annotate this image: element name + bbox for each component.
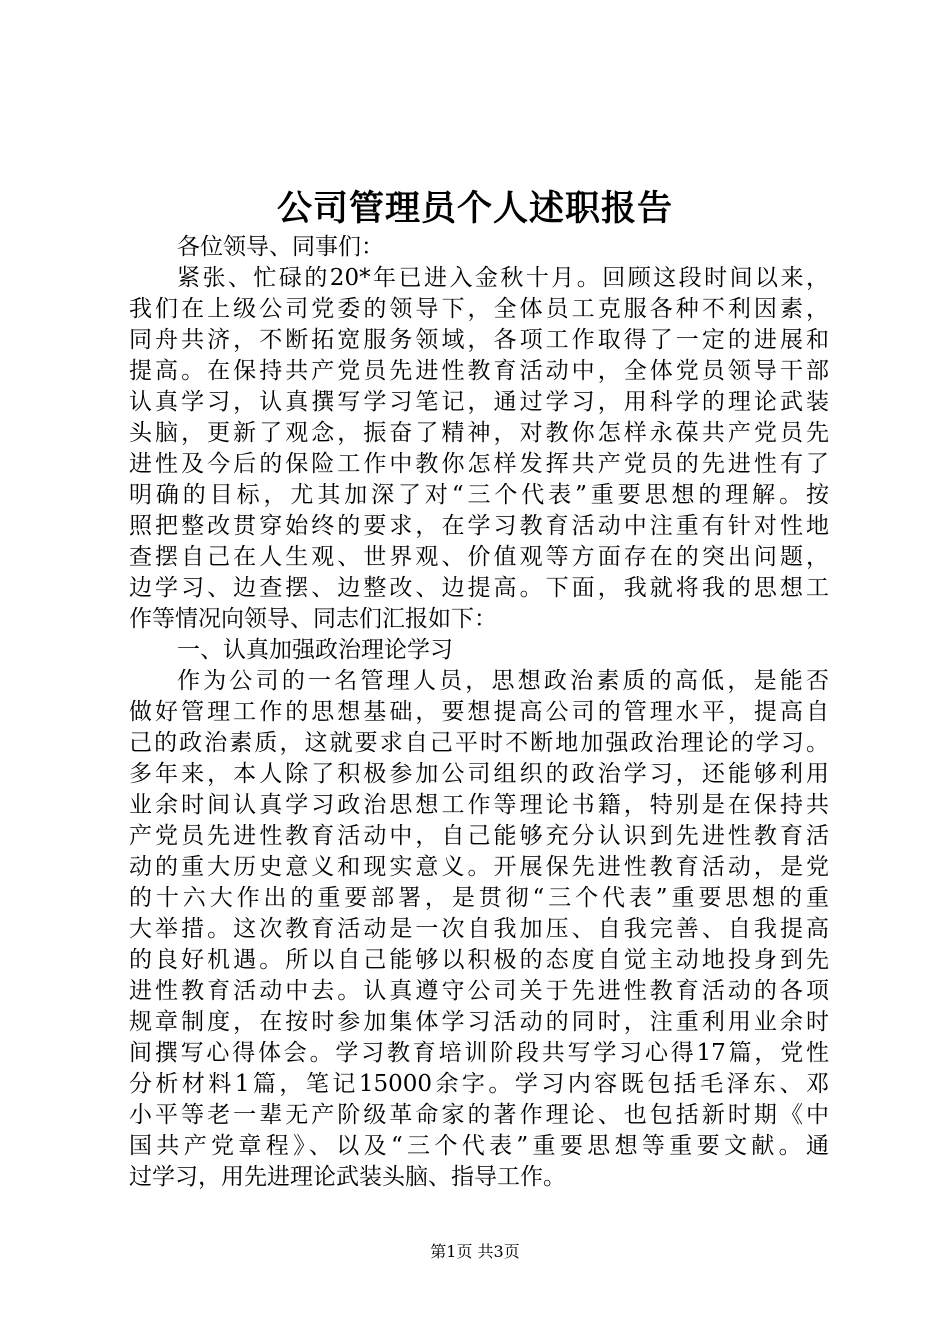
paragraph-line: 作为公司的一名管理人员，思想政治素质的高低，是能否 — [177, 668, 829, 694]
paragraph-line: 照把整改贯穿始终的要求，在学习教育活动中注重有针对性地 — [129, 513, 829, 539]
paragraph-line: 的十六大作出的重要部署，是贯彻“三个代表”重要思想的重 — [129, 885, 829, 911]
document-title: 公司管理员个人述职报告 — [276, 188, 673, 229]
paragraph-line: 查摆自己在人生观、世界观、价值观等方面存在的突出问题， — [129, 544, 829, 570]
paragraph-line: 动的重大历史意义和现实意义。开展保先进性教育活动，是党 — [129, 854, 829, 880]
paragraph-line: 认真学习，认真撰写学习笔记，通过学习，用科学的理论武装 — [129, 389, 829, 415]
paragraph-line: 我们在上级公司党委的领导下，全体员工克服各种不利因素， — [129, 296, 829, 322]
paragraph-line: 同舟共济，不断拓宽服务领域，各项工作取得了一定的进展和 — [129, 327, 829, 353]
paragraph-line: 分析材料1篇，笔记15000余字。学习内容既包括毛泽东、邓 — [129, 1071, 829, 1097]
paragraph-line: 边学习、边查摆、边整改、边提高。下面，我就将我的思想工 — [129, 575, 829, 601]
page-footer: 第1页 共3页 — [430, 1242, 520, 1261]
paragraph-line: 明确的目标，尤其加深了对“三个代表”重要思想的理解。按 — [129, 482, 829, 508]
paragraph-line: 过学习，用先进理论武装头脑、指导工作。 — [129, 1164, 566, 1190]
paragraph-line: 做好管理工作的思想基础，要想提高公司的管理水平，提高自 — [129, 699, 829, 725]
paragraph-line: 进性教育活动中去。认真遵守公司关于先进性教育活动的各项 — [129, 978, 829, 1004]
paragraph-line: 多年来，本人除了积极参加公司组织的政治学习，还能够利用 — [129, 761, 829, 787]
salutation-line: 各位领导、同事们： — [177, 234, 384, 260]
paragraph-line: 大举措。这次教育活动是一次自我加压、自我完善、自我提高 — [129, 916, 829, 942]
paragraph-line: 国共产党章程》、以及“三个代表”重要思想等重要文献。通 — [129, 1133, 829, 1159]
document-body — [129, 232, 829, 1193]
paragraph-line: 间撰写心得体会。学习教育培训阶段共写学习心得17篇，党性 — [129, 1040, 829, 1066]
paragraph-line: 业余时间认真学习政治思想工作等理论书籍，特别是在保持共 — [129, 792, 829, 818]
section-heading: 一、认真加强政治理论学习 — [177, 637, 453, 663]
paragraph-line: 产党员先进性教育活动中，自己能够充分认识到先进性教育活 — [129, 823, 829, 849]
paragraph-line: 作等情况向领导、同志们汇报如下： — [129, 606, 497, 632]
paragraph-line: 小平等老一辈无产阶级革命家的著作理论、也包括新时期《中 — [129, 1102, 829, 1128]
paragraph-line: 头脑，更新了观念，振奋了精神，对教你怎样永葆共产党员先 — [129, 420, 829, 446]
paragraph-line: 紧张、忙碌的20*年已进入金秋十月。回顾这段时间以来， — [177, 265, 829, 291]
paragraph-line: 的良好机遇。所以自己能够以积极的态度自觉主动地投身到先 — [129, 947, 829, 973]
paragraph-line: 提高。在保持共产党员先进性教育活动中，全体党员领导干部 — [129, 358, 829, 384]
paragraph-line: 进性及今后的保险工作中教你怎样发挥共产党员的先进性有了 — [129, 451, 829, 477]
paragraph-line: 己的政治素质，这就要求自己平时不断地加强政治理论的学习。 — [129, 730, 829, 756]
paragraph-line: 规章制度，在按时参加集体学习活动的同时，注重利用业余时 — [129, 1009, 829, 1035]
